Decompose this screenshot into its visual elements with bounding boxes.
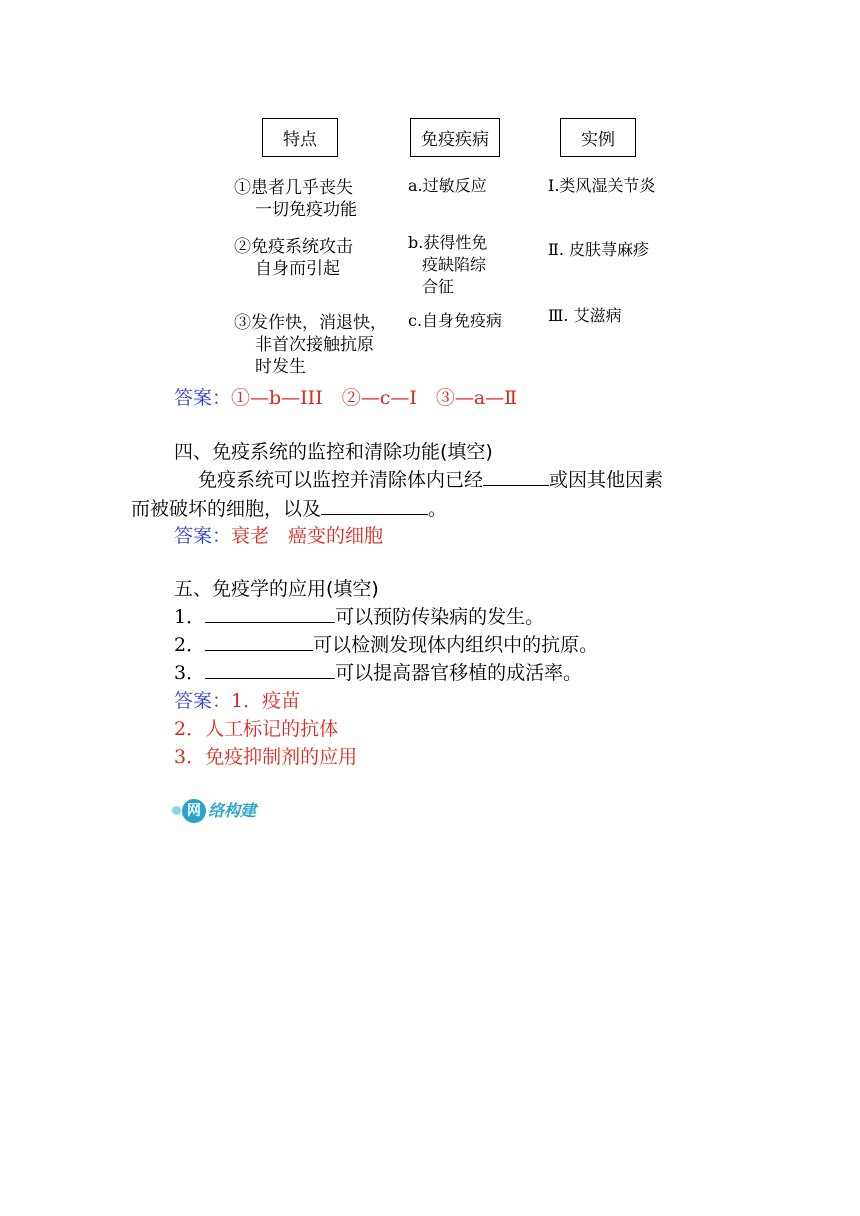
header-diseases: 免疫疾病: [410, 118, 500, 157]
disease-c: c.自身免疫病: [408, 311, 503, 330]
section5-heading: 五、免疫学的应用(填空): [174, 578, 379, 600]
disease-b: b.获得性免 疫缺陷综 合征: [408, 233, 488, 296]
example-2: Ⅱ. 皮肤荨麻疹: [548, 240, 650, 259]
section4-line1: 免疫系统可以监控并清除体内已经 或因其他因素: [198, 465, 663, 492]
section5-answer-1: 答案：1．疫苗: [174, 690, 301, 712]
badge-dot-icon: [172, 806, 181, 815]
header-examples: 实例: [560, 118, 636, 157]
blank-5: [205, 658, 335, 679]
section5-answer-2: 2．人工标记的抗体: [174, 718, 339, 740]
answer-matching-text: ①—b—III ②—c—Ⅰ ③—a—Ⅱ: [231, 387, 518, 409]
feature-3: ③发作快，消退快， 非首次接触抗原 时发生: [234, 313, 387, 377]
badge-circle-icon: 网: [182, 799, 206, 823]
section4-answer: 答案：衰老 癌变的细胞: [174, 525, 384, 547]
feature-2: ②免疫系统攻击 自身而引起: [234, 237, 353, 279]
section4-heading: 四、免疫系统的监控和清除功能(填空): [174, 441, 493, 463]
example-3: Ⅲ. 艾滋病: [548, 306, 622, 325]
section5-item-3: 3． 可以提高器官移植的成活率。: [174, 658, 582, 685]
answer-label: 答案：: [174, 387, 232, 409]
answer-matching: [174, 383, 517, 410]
section4-line2: 而被破坏的细胞，以及 。: [131, 494, 447, 521]
blank-2: [321, 494, 428, 515]
blank-3: [205, 602, 335, 623]
section5-item-1: 1． 可以预防传染病的发生。: [174, 602, 544, 629]
section5-item-2: 2． 可以检测发现体内组织中的抗原。: [174, 630, 598, 657]
badge-text: 络构建: [208, 801, 257, 820]
example-1: Ⅰ.类风湿关节炎: [548, 176, 656, 195]
blank-4: [205, 630, 313, 651]
header-features: 特点: [262, 118, 338, 157]
blank-1: [483, 465, 549, 486]
disease-a: a.过敏反应: [408, 176, 487, 195]
section5-answer-3: 3．免疫抑制剂的应用: [174, 746, 358, 768]
feature-1: ①患者几乎丧失 一切免疫功能: [234, 178, 357, 220]
